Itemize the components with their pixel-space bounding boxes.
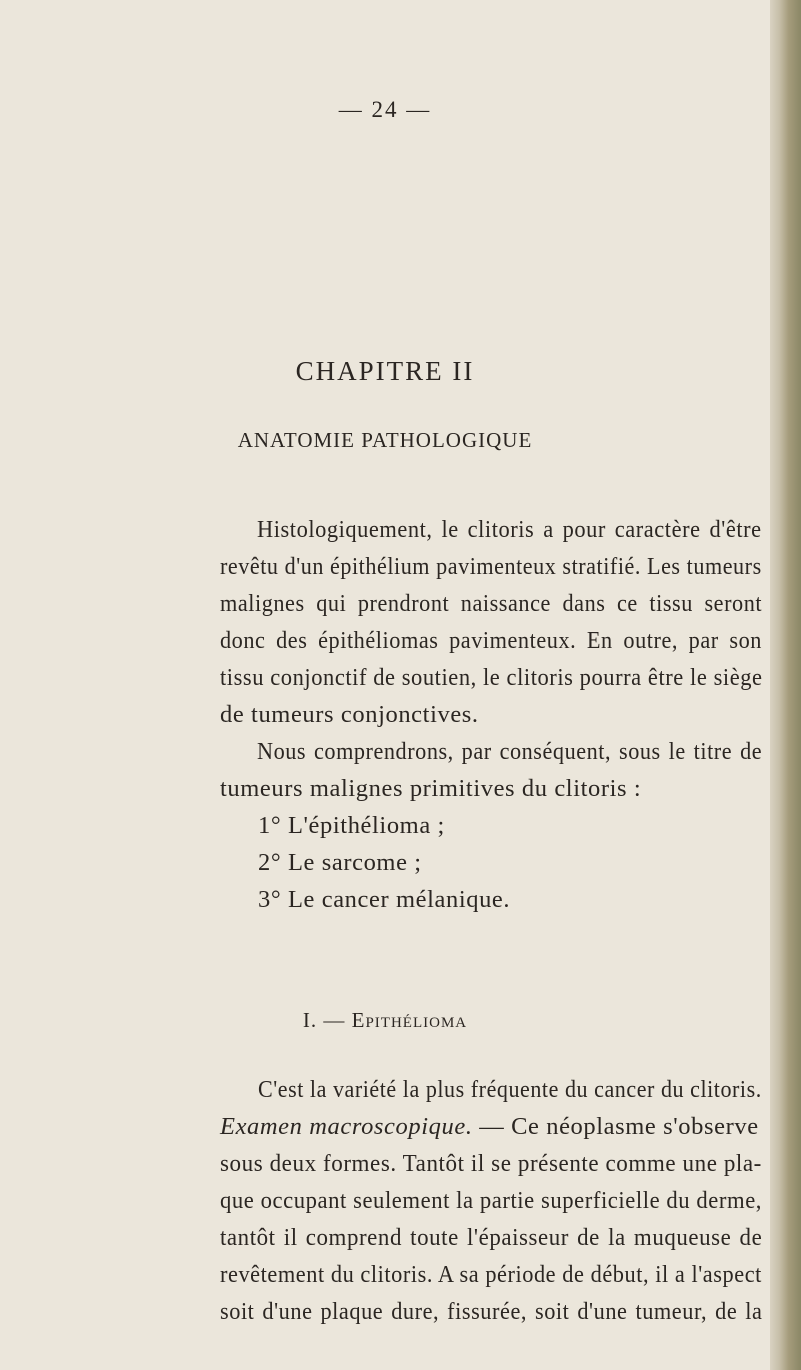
page-number: — 24 — <box>338 97 432 122</box>
intro-line: revêtu d'un épithélium pavimenteux stratifié. Les tumeurs <box>220 553 762 580</box>
body-line: sous deux formes. Tantôt il se présente comme une pla- <box>220 1150 762 1177</box>
intro-line: donc des épithéliomas pavimenteux. En outre, par son <box>220 627 762 654</box>
body-line: soit d'une plaque dure, fissurée, soit d'une tumeur, de la <box>220 1298 763 1325</box>
body-line: tantôt il comprend toute l'épaisseur de la muqueuse de <box>220 1224 763 1251</box>
section-number: I. — <box>302 1008 346 1032</box>
intro-line: tissu conjonctif de soutien, le clitoris pourra être le siège <box>220 664 763 691</box>
chapter-heading: CHAPITRE II <box>295 356 475 386</box>
body-line: C'est la variété la plus fréquente du cancer du clitoris. <box>258 1076 762 1103</box>
paragraph-line: Nous comprendrons, par conséquent, sous le titre de <box>257 738 763 765</box>
body-line: revêtement du clitoris. A sa période de début, il a l'aspect <box>220 1261 762 1288</box>
page-edge-shadow <box>770 0 801 1370</box>
list-item: 2° Le sarcome ; <box>258 849 422 876</box>
list-item: 3° Le cancer mélanique. <box>258 886 511 913</box>
intro-line: de tumeurs conjonctives. <box>220 701 479 728</box>
intro-line: malignes qui prendront naissance dans ce tissu seront <box>220 590 763 617</box>
body-line-rest: — Ce néoplasme s'observe <box>472 1113 759 1140</box>
body-line: que occupant seulement la partie superficielle du derme, <box>220 1187 763 1214</box>
italic-subheading: Examen macroscopique. <box>220 1113 473 1140</box>
intro-line: Histologiquement, le clitoris a pour caractère d'être <box>257 516 762 543</box>
list-item: 1° L'épithélioma ; <box>258 812 445 839</box>
paragraph-line: tumeurs malignes primitives du clitoris : <box>220 775 642 802</box>
part-title: ANATOMIE PATHOLOGIQUE <box>237 428 533 452</box>
section-title: Epithélioma <box>351 1008 468 1032</box>
body-line <box>220 1113 759 1141</box>
section-heading <box>0 1008 770 1033</box>
